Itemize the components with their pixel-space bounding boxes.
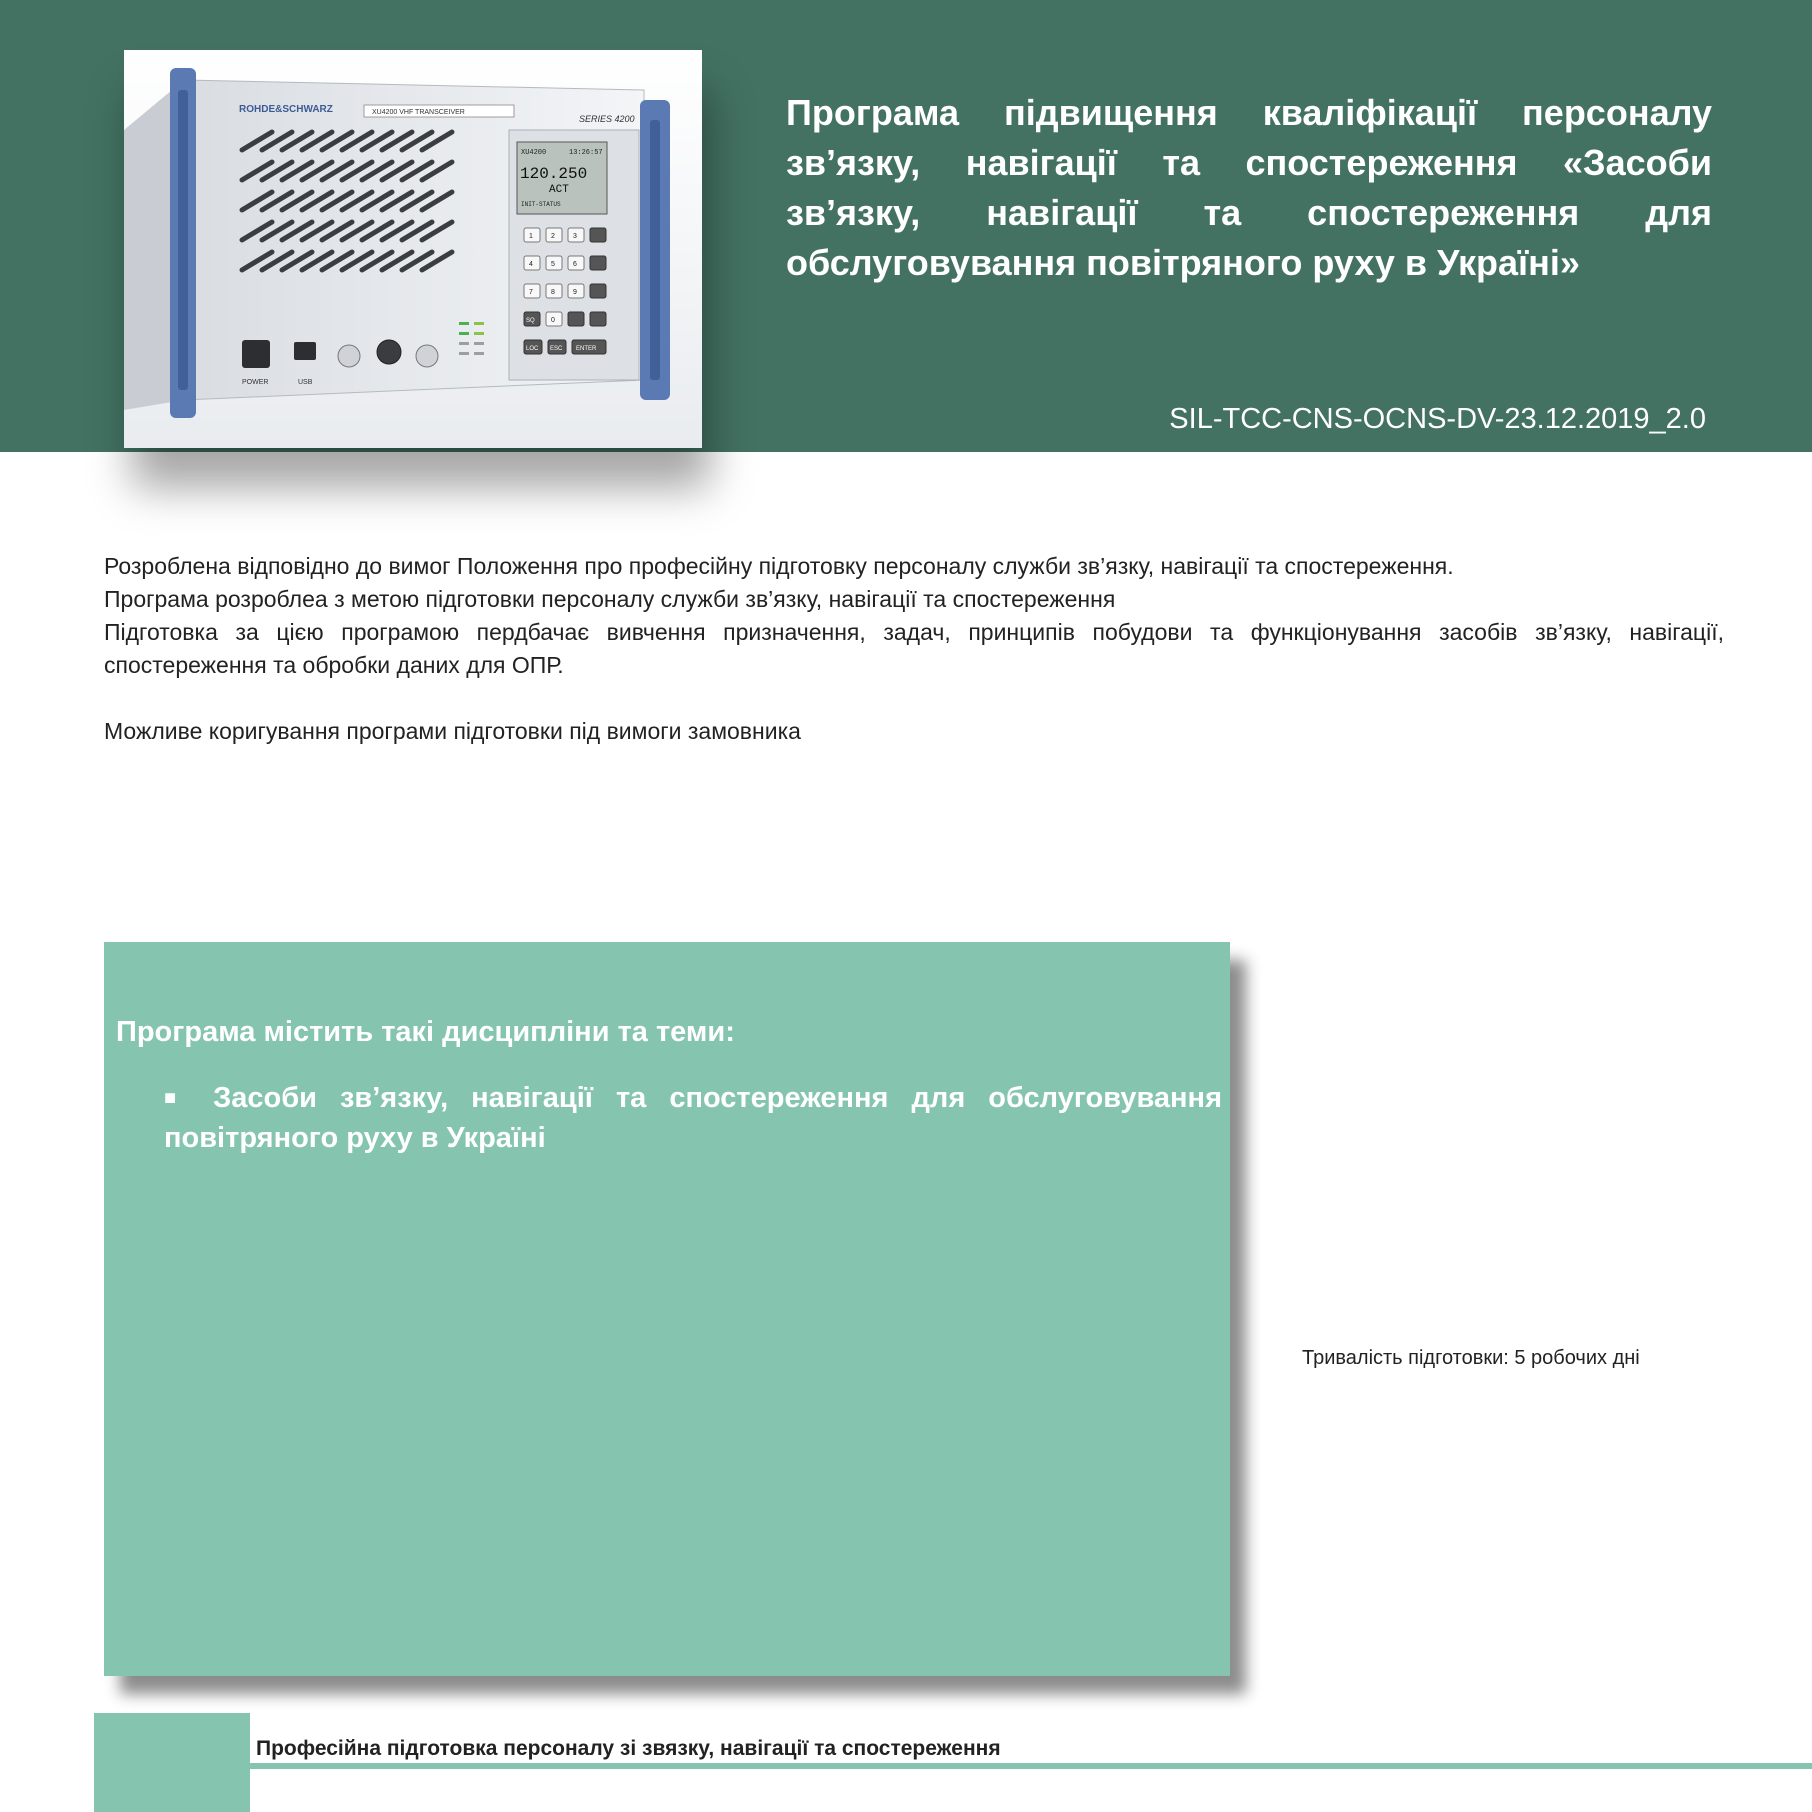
- intro-line: Підготовка за цією програмою пердбачає вивчення призначення, задач, принципів побудови та функціонування засобів зв’язку, навігації, спостереження та обробки даних для ОПР.: [104, 619, 1724, 678]
- svg-text:6: 6: [573, 261, 577, 268]
- svg-text:2: 2: [551, 233, 555, 240]
- svg-text:ENTER: ENTER: [576, 346, 597, 352]
- topics-heading: Програма містить такі дисципліни та теми:: [116, 1016, 735, 1048]
- volume-knob: [338, 345, 360, 367]
- svg-text:XU4200: XU4200: [521, 149, 547, 157]
- svg-text:ESC: ESC: [550, 346, 563, 352]
- footer-accent-block: [94, 1713, 250, 1812]
- intro-line: Можливе коригування програми підготовки під вимоги замовника: [104, 718, 801, 744]
- topics-panel: [104, 942, 1230, 1676]
- topic-text: Засоби зв’язку, навігації та спостереження для обслуговування повітряного руху в Україні: [164, 1082, 1222, 1154]
- intro-line: Розроблена відповідно до вимог Положення про професійну підготовку персоналу служби зв’язку, навігації та спостереження.: [104, 553, 1454, 579]
- transceiver-photo: [124, 50, 702, 448]
- intro-line: Програма розроблеа з метою підготовки персоналу служби зв’язку, навігації та спостереження: [104, 586, 1116, 612]
- svg-text:7: 7: [529, 289, 533, 296]
- svg-text:5: 5: [551, 261, 555, 268]
- intro-text: [104, 550, 1724, 748]
- svg-text:3: 3: [573, 233, 577, 240]
- svg-text:POWER: POWER: [242, 379, 269, 386]
- svg-text:1: 1: [529, 233, 533, 240]
- svg-text:8: 8: [551, 289, 555, 296]
- svg-text:9: 9: [573, 289, 577, 296]
- svg-text:0: 0: [551, 317, 555, 324]
- topics-list: [164, 1078, 1222, 1158]
- svg-text:INIT-STATUS: INIT-STATUS: [521, 201, 561, 208]
- footer-divider: [250, 1763, 1812, 1769]
- document-code: SIL-TCC-CNS-OCNS-DV-23.12.2019_2.0: [1169, 403, 1706, 435]
- brand-logo: ROHDE&SCHWARZ: [239, 104, 333, 115]
- footer-text: Професійна підготовка персоналу зі звязку, навігації та спостереження: [256, 1737, 1001, 1760]
- model-label: XU4200 VHF TRANSCEIVER: [372, 109, 465, 116]
- list-item: [164, 1078, 1222, 1158]
- svg-text:ACT: ACT: [549, 184, 569, 196]
- usb-port: [294, 342, 316, 360]
- square-bullet-icon: ■: [164, 1087, 192, 1109]
- header-band: [0, 0, 1812, 452]
- page-title: Програма підвищення кваліфікації персоналу зв’язку, навігації та спостереження «Засоби зв’язку, навігації та спостереження для обслуговування повітряного руху в Україні»: [786, 92, 1712, 283]
- svg-text:LOC: LOC: [526, 346, 539, 352]
- lcd-frequency: 120.250: [520, 165, 588, 183]
- series-label: SERIES 4200: [579, 114, 635, 124]
- headset-jack: [377, 340, 401, 364]
- svg-text:13:26:57: 13:26:57: [569, 149, 603, 157]
- svg-text:SQ: SQ: [526, 318, 535, 324]
- squelch-knob: [416, 345, 438, 367]
- svg-text:USB: USB: [298, 379, 313, 386]
- training-duration: Тривалість підготовки: 5 робочих дні: [1302, 1347, 1640, 1369]
- svg-text:4: 4: [529, 261, 533, 268]
- power-button: [242, 340, 270, 368]
